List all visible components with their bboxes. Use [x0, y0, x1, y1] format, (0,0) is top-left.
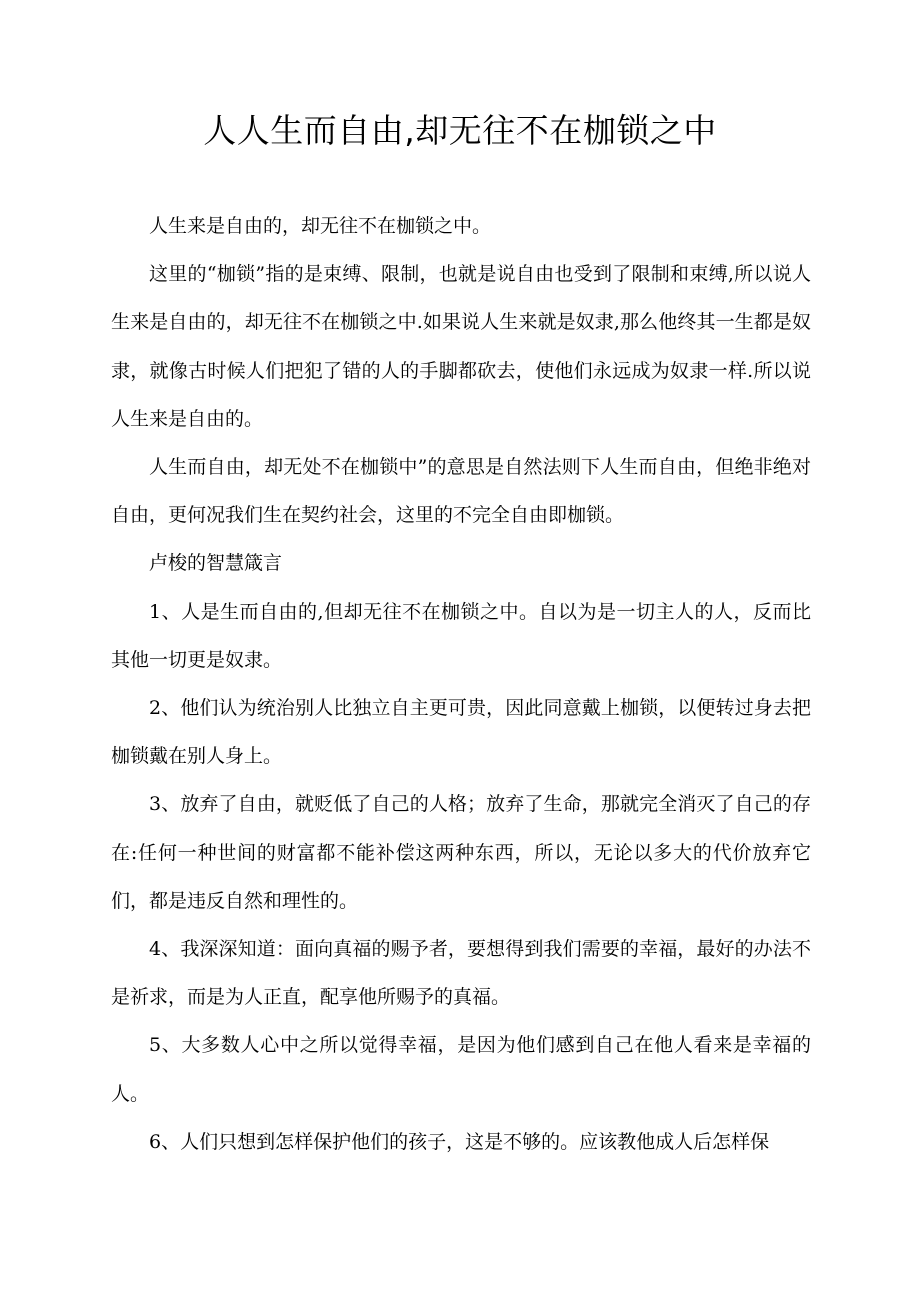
paragraph-shackles-meaning: 这里的“枷锁”指的是束缚、限制，也就是说自由也受到了限制和束缚,所以说人生来是自由的，却无往不在枷锁之中.如果说人生来就是奴隶,那么他终其一生都是奴隶，就像古时候人们把犯了错的人的手脚都砍去，使他们永远成为奴隶一样.所以说人生来是自由的。	[111, 263, 811, 430]
document-body	[111, 202, 811, 1166]
quote-item-5: 5、大多数人心中之所以觉得幸福，是因为他们感到自己在他人看来是幸福的人。	[111, 1034, 811, 1105]
paragraph-natural-law: 人生而自由，却无处不在枷锁中”的意思是自然法则下人生而自由，但绝非绝对自由，更何况我们生在契约社会，这里的不完全自由即枷锁。	[111, 456, 811, 527]
quote-item-3: 3、放弃了自由，就贬低了自己的人格；放弃了生命，那就完全消灭了自己的存在:任何一种世间的财富都不能补偿这两种东西，所以，无论以多大的代价放弃它们，都是违反自然和理性的。	[111, 793, 811, 912]
quote-item-2: 2、他们认为统治别人比独立自主更可贵，因此同意戴上枷锁，以便转过身去把枷锁戴在别人身上。	[111, 697, 811, 768]
quote-item-4: 4、我深深知道：面向真福的赐予者，要想得到我们需要的幸福，最好的办法不是祈求，而是为人正直，配享他所赐予的真福。	[111, 938, 811, 1009]
quote-item-1: 1、人是生而自由的,但却无往不在枷锁之中。自以为是一切主人的人，反而比其他一切更是奴隶。	[111, 600, 811, 671]
section-heading-quotes: 卢梭的智慧箴言	[149, 552, 283, 575]
paragraph-intro: 人生来是自由的，却无往不在枷锁之中。	[149, 215, 492, 237]
quote-item-6: 6、人们只想到怎样保护他们的孩子，这是不够的。应该教他成人后怎样保	[149, 1130, 770, 1153]
document-title: 人人生而自由,却无往不在枷锁之中	[203, 111, 717, 150]
